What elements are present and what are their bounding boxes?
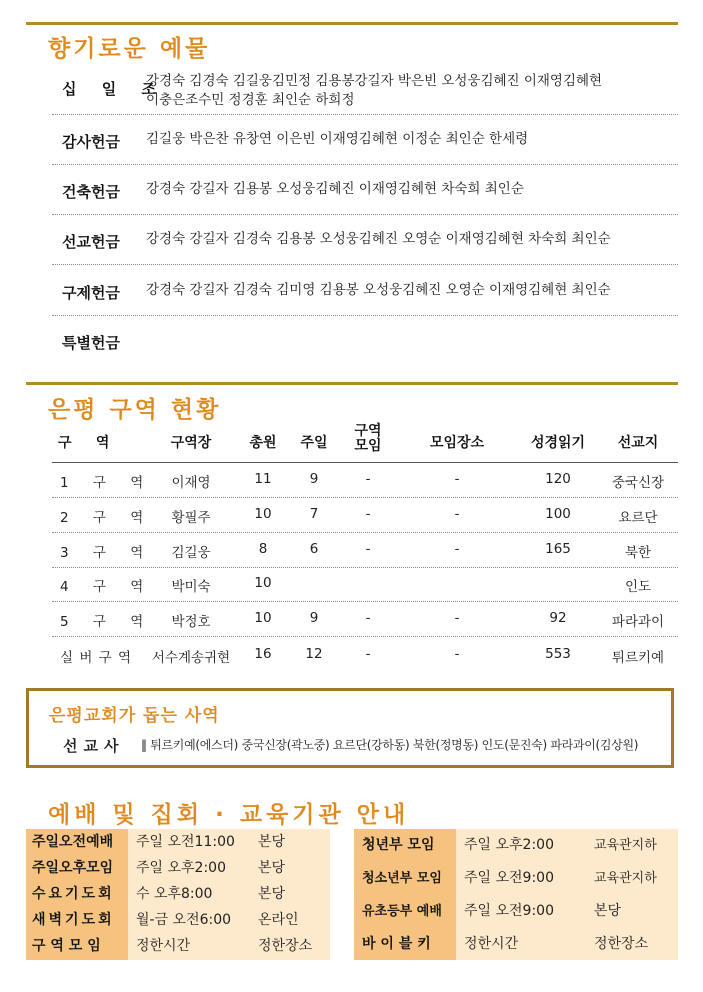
service-place: 본당 <box>586 895 678 928</box>
service-name: 바 이 블 키 <box>354 928 456 960</box>
districts-title: 은평 구역 현황 <box>48 397 222 423</box>
service-time: 주일 오후2:00 <box>456 829 586 862</box>
dotted-divider <box>52 315 678 316</box>
district-rule <box>26 382 678 385</box>
dotted-divider <box>52 214 678 215</box>
header-leader: 구역장 <box>170 435 212 451</box>
service-time: 정한시간 <box>456 928 586 960</box>
service-time: 월-금 오전6:00 <box>128 907 250 933</box>
service-place: 정한장소 <box>250 933 330 960</box>
service-place: 교육관지하 <box>586 829 678 862</box>
offering-label: 선교헌금 <box>62 233 120 251</box>
offering-names: 강경숙 강길자 김용봉 오성웅김혜진 이재영김혜현 차숙희 최인순 <box>146 181 524 197</box>
offering-label: 감사헌금 <box>62 133 120 151</box>
service-name: 구 역 모 임 <box>26 933 128 960</box>
service-name: 유초등부 예배 <box>354 895 456 928</box>
dotted-divider <box>52 636 678 637</box>
dotted-divider <box>52 497 678 498</box>
offering-names: 강경숙 강길자 김경숙 김용봉 오성웅김혜진 오영순 이재영김혜현 차숙희 최인순 <box>146 231 611 247</box>
service-place: 정한장소 <box>586 928 678 960</box>
offering-label: 십 일 조 <box>62 80 166 98</box>
table-header-line <box>52 462 678 463</box>
service-time: 주일 오전11:00 <box>128 829 250 855</box>
service-name: 주일오전예배 <box>26 829 128 855</box>
service-name: 청년부 모임 <box>354 829 456 862</box>
header-meeting: 구역 모임 <box>354 423 382 454</box>
offering-names: 김길웅 박은찬 유창연 이은빈 이재영김혜현 이정순 최인순 한세령 <box>146 131 529 147</box>
service-name: 주일오후모임 <box>26 855 128 881</box>
header-place: 모임장소 <box>429 435 485 451</box>
service-name: 청소년부 모임 <box>354 862 456 895</box>
service-place: 온라인 <box>250 907 330 933</box>
header-members: 총원 <box>249 435 277 451</box>
service-place: 본당 <box>250 855 330 881</box>
service-time: 주일 오전9:00 <box>456 895 586 928</box>
offering-label: 건축헌금 <box>62 183 120 201</box>
dotted-divider <box>52 164 678 165</box>
service-name: 새벽기도회 <box>26 907 128 933</box>
service-time: 주일 오후2:00 <box>128 855 250 881</box>
missionary-label: 선교사 <box>63 737 125 755</box>
dotted-divider <box>52 114 678 115</box>
service-place: 교육관지하 <box>586 862 678 895</box>
service-time: 수 오후8:00 <box>128 881 250 907</box>
missionary-list: ‖ 튀르키예(에스더) 중국신장(곽노중) 요르단(강하동) 북한(정명동) 인도(문진숙) 파라과이(김상원) <box>141 738 639 752</box>
dotted-divider <box>52 264 678 265</box>
services-title: 예배 및 집회 · 교육기관 안내 <box>48 802 410 828</box>
top-rule <box>26 22 678 25</box>
offering-names: 강경숙 강길자 김경숙 김미영 김용봉 오성웅김혜진 오영순 이재영김혜현 최인순 <box>146 282 611 298</box>
header-mission: 선교지 <box>617 435 659 451</box>
header-bible: 성경읽기 <box>530 435 586 451</box>
service-time: 주일 오전9:00 <box>456 862 586 895</box>
offering-names: 강경숙 김경숙 김길웅김민정 김용봉강길자 박은빈 오성웅김혜진 이재영김혜현 이충은조수민 정경훈 최인순 하희정 <box>146 73 603 108</box>
dotted-divider <box>52 567 678 568</box>
mission-box-title: 은평교회가 돕는 사역 <box>49 706 220 726</box>
header-sunday: 주일 <box>300 435 328 451</box>
service-time: 정한시간 <box>128 933 250 960</box>
service-place: 본당 <box>250 829 330 855</box>
header-district: 구 역 <box>58 435 110 451</box>
service-place: 본당 <box>250 881 330 907</box>
offerings-title: 향기로운 예물 <box>48 36 211 62</box>
dotted-divider <box>52 601 678 602</box>
service-name: 수요기도회 <box>26 881 128 907</box>
offering-label: 특별헌금 <box>62 334 120 352</box>
dotted-divider <box>52 532 678 533</box>
offering-label: 구제헌금 <box>62 284 120 302</box>
mission-box <box>26 688 674 768</box>
